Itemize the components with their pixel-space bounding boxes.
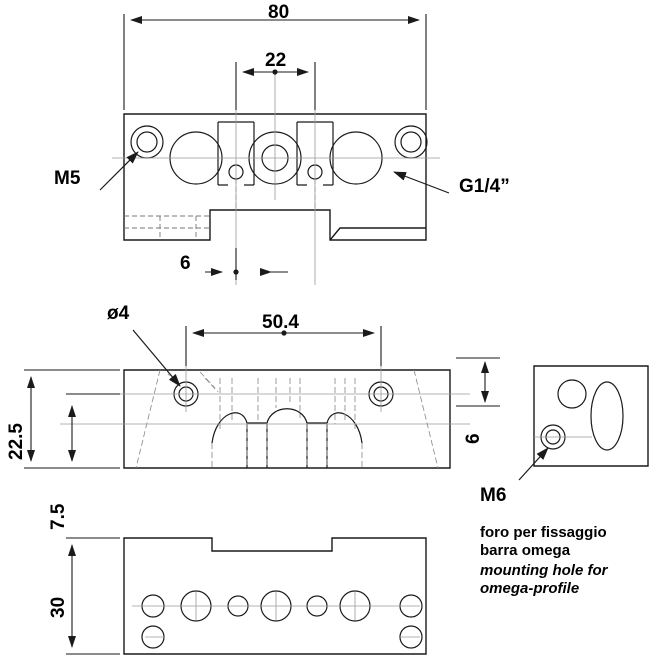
dimension-6-vertical-label: 6 (463, 433, 484, 444)
note-italian-line1: foro per fissaggio (480, 524, 607, 541)
section-view-outline (124, 370, 450, 468)
dimension-6-horizontal (205, 248, 288, 280)
leader-g14 (394, 172, 449, 193)
callout-m5-label: M5 (54, 168, 81, 189)
bottom-view-centerlines (132, 592, 420, 637)
bottom-view-outline (124, 538, 426, 654)
section-view-internals (174, 382, 393, 468)
front-view-bores (131, 126, 427, 184)
dimension-6-label: 6 (180, 253, 191, 274)
dimension-80-label: 80 (268, 2, 290, 23)
dimension-22-label: 22 (265, 50, 287, 71)
dimension-22-5-label: 22.5 (6, 423, 27, 460)
dimension-6-vertical (456, 358, 500, 406)
note-english-line2: omega-profile (480, 580, 580, 597)
dimension-7-5-label: 7.5 (48, 503, 69, 530)
callout-d4-label: ø4 (107, 303, 130, 324)
section-view-centerlines (60, 332, 470, 424)
front-view-centerlines (112, 72, 440, 285)
section-view-hidden-lines (136, 370, 438, 468)
bottom-view-holes (142, 591, 422, 648)
dimension-30-label: 30 (48, 596, 69, 618)
callout-m6-label: M6 (480, 485, 507, 506)
note-italian-line2: barra omega (480, 542, 571, 559)
detail-view-features (541, 380, 623, 450)
dimension-7-5 (66, 394, 120, 461)
note-english-line1: mounting hole for (480, 562, 608, 579)
leader-d4 (133, 330, 180, 386)
dimension-30 (66, 538, 120, 654)
dimension-50-4-label: 50.4 (262, 312, 299, 333)
callout-g14-label: G1/4” (459, 176, 510, 197)
